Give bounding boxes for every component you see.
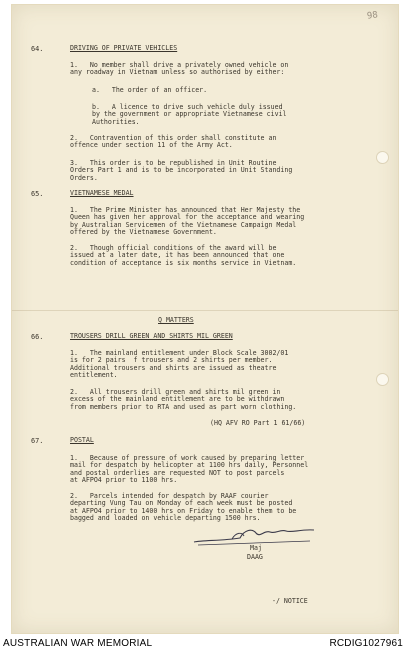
punch-hole — [376, 373, 389, 386]
section-heading: VIETNAMESE MEDAL — [70, 189, 134, 197]
punch-hole — [376, 151, 389, 164]
section-number: 64. — [31, 45, 44, 53]
paragraph: 1. No member shall drive a privately owned vehicle on any roadway in Vietnam unless so authorised by either: — [70, 61, 289, 77]
paragraph: 3. This order is to be republished in Unit Routine Orders Part 1 and is to be incorporated in Unit Standing Orders. — [70, 159, 293, 182]
paragraph: 1. Because of pressure of work caused by preparing letter mail for despatch by helicopter at 1100 hrs daily, Personnel and postal orderlies are requested NOT to post parcels at AFPO4 prior to 1100 hrs. — [70, 454, 309, 485]
section-heading: DRIVING OF PRIVATE VEHICLES — [70, 44, 178, 52]
corner-handwritten-mark: 98 — [366, 10, 379, 22]
section-heading: POSTAL — [70, 436, 94, 444]
signatory-rank: Maj — [250, 544, 262, 552]
continuation-note: -/ NOTICE — [272, 597, 308, 605]
sub-paragraph: b. A licence to drive such vehicle duly issued by the government or appropriate Vietnamese civil Authorities. — [92, 103, 287, 126]
group-heading: Q MATTERS — [158, 316, 194, 324]
document-page — [11, 4, 399, 634]
archive-id: RCDIG1027961 — [329, 638, 403, 649]
sub-paragraph: a. The order of an officer. — [92, 86, 208, 94]
archive-credit: AUSTRALIAN WAR MEMORIAL — [3, 638, 153, 649]
fold-line — [12, 310, 398, 311]
paragraph: 2. Parcels intended for despatch by RAAF courier departing Vung Tau on Monday of each week must be posted at AFPO4 prior to 1400 hrs on Friday to enable them to be bagged and loaded on vehicle departing 1500 hrs. — [70, 492, 297, 523]
signatory-title: DAAG — [247, 553, 263, 561]
reference-note: (HQ AFV RO Part 1 61/66) — [210, 419, 306, 427]
section-number: 65. — [31, 190, 44, 198]
paragraph: 1. The mainland entitlement under Block Scale 3002/01 is for 2 pairs f trousers and 2 shirts per member. Additional trousers and shirts are issued as theatre entitlement. — [70, 349, 289, 380]
paragraph: 1. The Prime Minister has announced that Her Majesty the Queen has given her approval for the acceptance and wearing by Australian Servicemen of the Vietnamese Campaign Medal offered by the Vietnamese Government. — [70, 206, 305, 237]
paragraph: 2. Though official conditions of the award will be issued at a later date, it has been announced that one condition of acceptance is six months service in Vietnam. — [70, 244, 297, 267]
section-heading: TROUSERS DRILL GREEN AND SHIRTS MIL GREEN — [70, 332, 233, 340]
handwritten-signature — [192, 524, 317, 546]
section-number: 67. — [31, 437, 44, 445]
paragraph: 2. All trousers drill green and shirts mil green in excess of the mainland entitlement are to be withdrawn from members prior to RTA and used as part worn clothing. — [70, 388, 297, 411]
section-number: 66. — [31, 333, 44, 341]
paragraph: 2. Contravention of this order shall constitute an offence under section 11 of the Army Act. — [70, 134, 277, 150]
